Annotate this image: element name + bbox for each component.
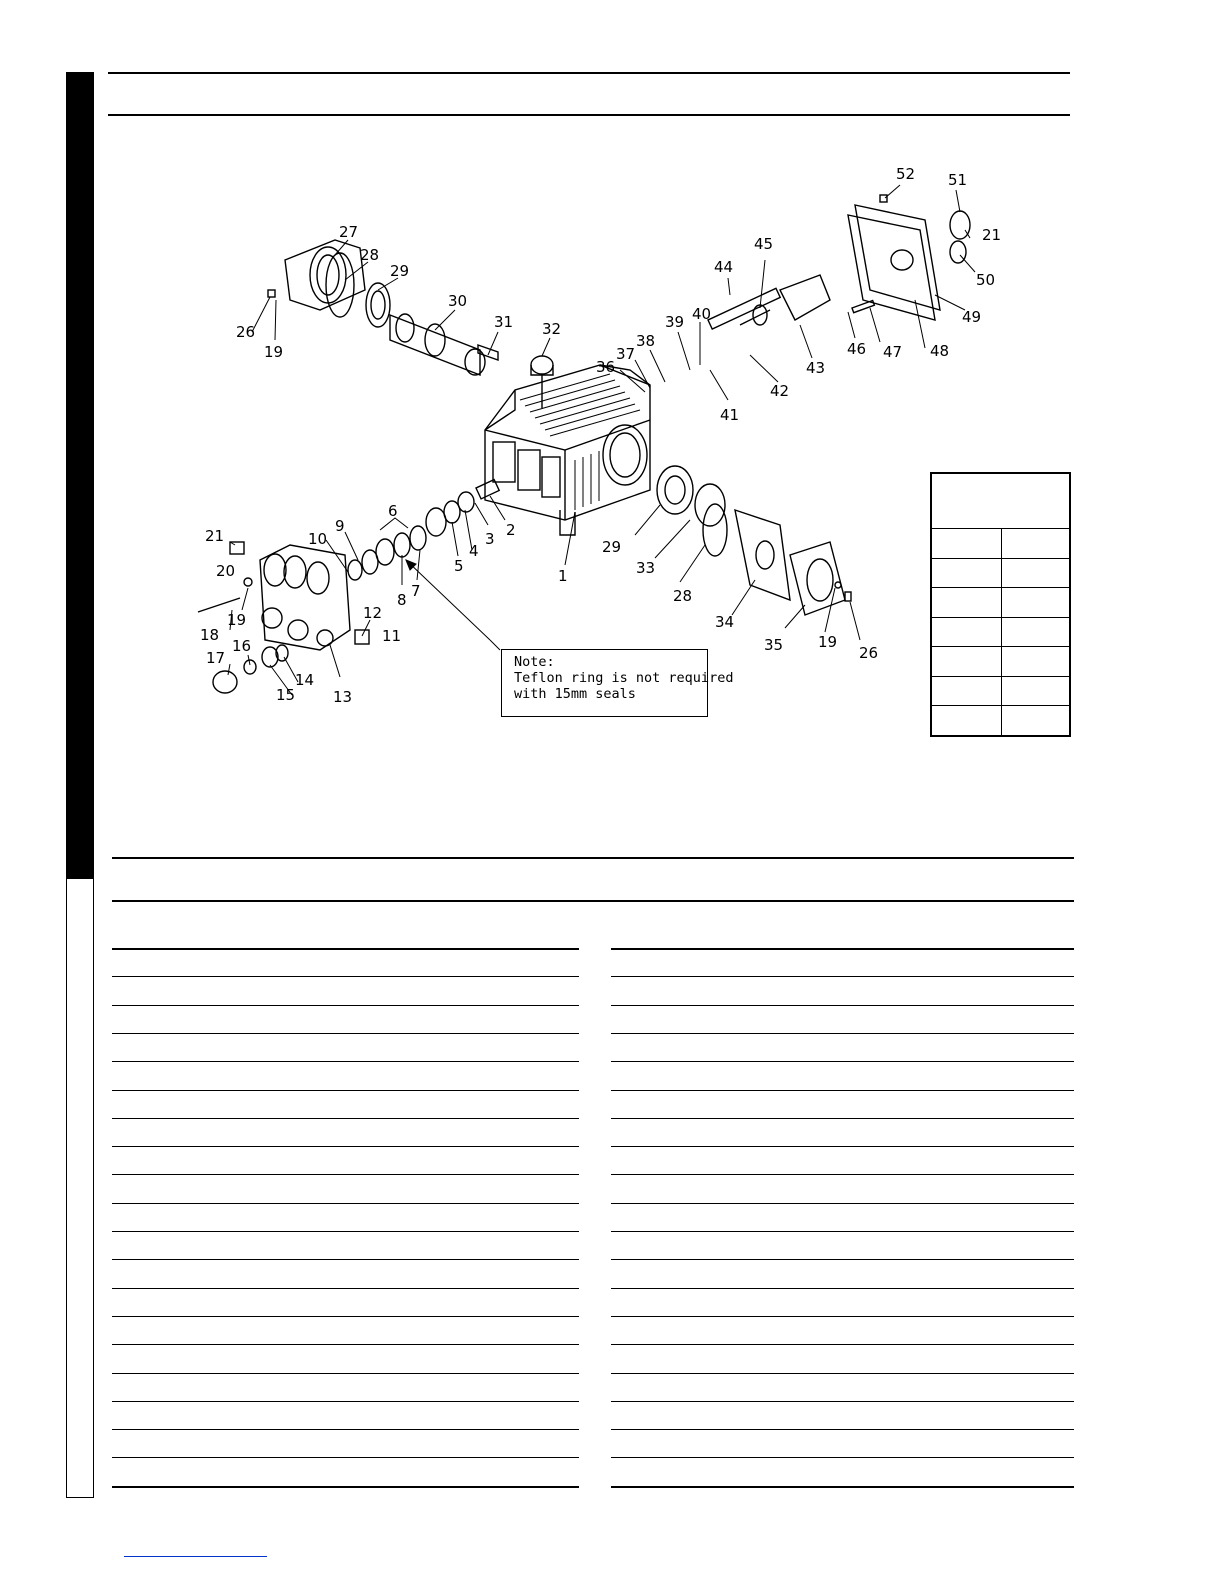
kit-table-row bbox=[932, 529, 1069, 559]
callout-13: 13 bbox=[333, 688, 353, 706]
callout-2: 2 bbox=[506, 521, 516, 539]
callout-19-left: 19 bbox=[264, 343, 284, 361]
callout-16: 16 bbox=[232, 637, 252, 655]
callout-5: 5 bbox=[454, 557, 464, 575]
callout-1: 1 bbox=[558, 567, 568, 585]
parts-list-row-line bbox=[611, 1401, 1074, 1402]
callout-52: 52 bbox=[896, 165, 916, 183]
parts-list-left-column bbox=[112, 948, 579, 1488]
side-index-tab bbox=[66, 72, 94, 1498]
callout-36: 36 bbox=[596, 358, 616, 376]
kit-table-row bbox=[932, 677, 1069, 707]
parts-list-row-line bbox=[112, 1457, 579, 1458]
callout-38: 38 bbox=[636, 332, 656, 350]
parts-list-row-line bbox=[112, 1118, 579, 1119]
parts-list-row-line bbox=[112, 1486, 579, 1488]
pump-housing bbox=[485, 365, 650, 535]
parts-list-row-line bbox=[112, 1259, 579, 1260]
callout-47: 47 bbox=[883, 343, 903, 361]
parts-list-row-line bbox=[611, 1316, 1074, 1317]
callout-6: 6 bbox=[388, 502, 398, 520]
parts-list-row-line bbox=[112, 1429, 579, 1430]
callout-11: 11 bbox=[382, 627, 402, 645]
callout-32: 32 bbox=[542, 320, 562, 338]
parts-list-row-line bbox=[611, 1118, 1074, 1119]
callout-17: 17 bbox=[206, 649, 226, 667]
callout-27: 27 bbox=[339, 223, 359, 241]
parts-list-row-line bbox=[611, 948, 1074, 950]
repair-kit-table bbox=[930, 472, 1071, 737]
callout-44: 44 bbox=[714, 258, 734, 276]
callout-20: 20 bbox=[216, 562, 236, 580]
parts-list-row-line bbox=[112, 1344, 579, 1345]
callout-18: 18 bbox=[200, 626, 220, 644]
parts-list-row-line bbox=[112, 1288, 579, 1289]
parts-list-row-line bbox=[112, 1005, 579, 1006]
callout-42: 42 bbox=[770, 382, 790, 400]
kit-table-row bbox=[932, 647, 1069, 677]
parts-list-row-line bbox=[611, 1146, 1074, 1147]
parts-list-rule-top bbox=[112, 857, 1074, 859]
note-line-2: with 15mm seals bbox=[514, 686, 636, 702]
header-rule-bottom bbox=[108, 114, 1070, 116]
callout-28-left: 28 bbox=[360, 246, 380, 264]
parts-list-row-line bbox=[112, 1316, 579, 1317]
kit-table-row bbox=[932, 588, 1069, 618]
callout-29-right: 29 bbox=[602, 538, 622, 556]
parts-list-right-column bbox=[611, 948, 1074, 1488]
callout-29-left: 29 bbox=[390, 262, 410, 280]
callout-51: 51 bbox=[948, 171, 968, 189]
parts-list-row-line bbox=[611, 1203, 1074, 1204]
callout-7: 7 bbox=[411, 582, 421, 600]
kit-table-row bbox=[932, 559, 1069, 589]
parts-list-row-line bbox=[112, 1373, 579, 1374]
callout-30: 30 bbox=[448, 292, 468, 310]
callout-40: 40 bbox=[692, 305, 712, 323]
parts-list-row-line bbox=[611, 1174, 1074, 1175]
parts-list-row-line bbox=[611, 1457, 1074, 1458]
manifold-head bbox=[260, 545, 350, 650]
side-index-tab-fill bbox=[67, 73, 93, 879]
crankshaft bbox=[390, 314, 498, 375]
callout-28-right: 28 bbox=[673, 587, 693, 605]
parts-list-row-line bbox=[611, 1005, 1074, 1006]
plunger-assembly bbox=[708, 275, 830, 329]
parts-list-row-line bbox=[112, 1146, 579, 1147]
header-rule-top bbox=[108, 72, 1070, 74]
callout-41: 41 bbox=[720, 406, 740, 424]
footer-link-underline[interactable] bbox=[124, 1556, 267, 1557]
parts-list-row-line bbox=[112, 1401, 579, 1402]
callout-4: 4 bbox=[469, 542, 479, 560]
parts-list-row-line bbox=[611, 1033, 1074, 1034]
callout-15: 15 bbox=[276, 686, 296, 704]
parts-list-row-line bbox=[611, 1429, 1074, 1430]
callout-49: 49 bbox=[962, 308, 982, 326]
callout-45: 45 bbox=[754, 235, 774, 253]
callout-10: 10 bbox=[308, 530, 328, 548]
callout-26-left: 26 bbox=[236, 323, 256, 341]
callout-35: 35 bbox=[764, 636, 784, 654]
kit-table-row bbox=[932, 618, 1069, 648]
parts-list-row-line bbox=[611, 1090, 1074, 1091]
callout-8: 8 bbox=[397, 591, 407, 609]
parts-list-row-line bbox=[611, 1288, 1074, 1289]
callout-50: 50 bbox=[976, 271, 996, 289]
callout-12: 12 bbox=[363, 604, 383, 622]
parts-list-row-line bbox=[112, 948, 579, 950]
parts-list-row-line bbox=[611, 976, 1074, 977]
parts-list-row-line bbox=[112, 1174, 579, 1175]
callout-21-manifold: 21 bbox=[205, 527, 225, 545]
leader-lines bbox=[228, 185, 975, 695]
parts-list-row-line bbox=[112, 976, 579, 977]
parts-list-row-line bbox=[611, 1061, 1074, 1062]
callout-31: 31 bbox=[494, 313, 514, 331]
callout-21-right: 21 bbox=[982, 226, 1002, 244]
parts-list-row-line bbox=[112, 1231, 579, 1232]
callout-26-right: 26 bbox=[859, 644, 879, 662]
parts-list-rule-bottom bbox=[112, 900, 1074, 902]
parts-list-row-line bbox=[112, 1061, 579, 1062]
callout-14: 14 bbox=[295, 671, 315, 689]
callout-46: 46 bbox=[847, 340, 867, 358]
callout-34: 34 bbox=[715, 613, 735, 631]
oil-dipstick bbox=[531, 356, 553, 408]
teflon-ring-note bbox=[501, 649, 734, 717]
parts-list-row-line bbox=[611, 1259, 1074, 1260]
parts-list-row-line bbox=[611, 1231, 1074, 1232]
callout-19-manifold: 19 bbox=[227, 611, 247, 629]
callout-9: 9 bbox=[335, 517, 345, 535]
parts-list-row-line bbox=[112, 1090, 579, 1091]
callout-33: 33 bbox=[636, 559, 656, 577]
parts-list-row-line bbox=[112, 1033, 579, 1034]
callout-48: 48 bbox=[930, 342, 950, 360]
callout-39: 39 bbox=[665, 313, 685, 331]
parts-list-row-line bbox=[611, 1344, 1074, 1345]
parts-list-row-line bbox=[112, 1203, 579, 1204]
note-heading: Note: bbox=[514, 654, 555, 670]
kit-table-row bbox=[932, 706, 1069, 736]
callout-37: 37 bbox=[616, 345, 636, 363]
note-line-1: Teflon ring is not required bbox=[514, 670, 734, 686]
kit-table-header bbox=[932, 474, 1069, 529]
parts-list-row-line bbox=[611, 1486, 1074, 1488]
callout-3: 3 bbox=[485, 530, 495, 548]
seal-stack bbox=[348, 480, 499, 580]
parts-list-row-line bbox=[611, 1373, 1074, 1374]
callout-43: 43 bbox=[806, 359, 826, 377]
callout-19-right: 19 bbox=[818, 633, 838, 651]
